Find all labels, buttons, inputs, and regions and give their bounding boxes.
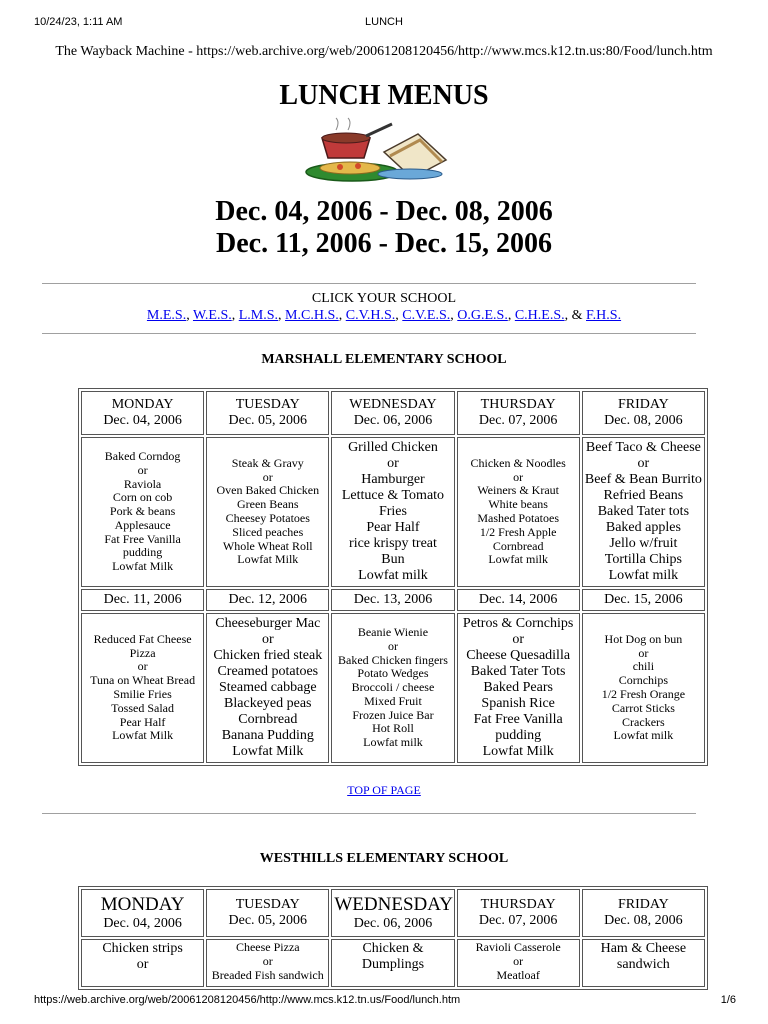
lunch-clipart-icon (300, 116, 450, 182)
menu-item: Cheeseburger Mac (215, 615, 321, 631)
link-separator: , (186, 308, 190, 323)
menu-item: Cornchips (618, 673, 669, 688)
menu-item: Meatloaf (496, 967, 540, 982)
link-separator: , (278, 308, 282, 323)
day-name: TUESDAY (235, 396, 300, 412)
menu-item: Applesauce (114, 517, 171, 532)
menu-item: Lowfat milk (363, 735, 423, 750)
menu-item: or (387, 638, 398, 653)
link-separator: , (564, 308, 569, 323)
link-and: & (571, 308, 583, 323)
menu-item: Cornbread (238, 712, 298, 728)
wayback-line: The Wayback Machine - https://web.archive.org/web/20061208120456/http://www.mcs.k12.tn.us:80/Food/lunch.htm (55, 44, 713, 59)
day-cell (206, 889, 329, 937)
menu-item: Cornbread (492, 538, 544, 553)
menu-item: or (637, 455, 650, 471)
menu-item: Lowfat Milk (112, 728, 174, 743)
menu-item: Baked Pears (483, 679, 553, 695)
menu-item: Breaded Fish sandwich (211, 967, 324, 982)
link-mes[interactable]: M.E.S. (146, 308, 187, 323)
menu-item: Petros & Cornchips (462, 615, 574, 631)
menu-item: Lowfat Milk (237, 552, 299, 567)
link-ches[interactable]: C.H.E.S. (514, 308, 565, 323)
day-cell (582, 391, 705, 435)
day-header-row (81, 889, 705, 937)
day-cell (81, 391, 204, 435)
link-separator: , (507, 308, 512, 323)
day-cell (457, 889, 580, 937)
day-cell (582, 889, 705, 937)
top-of-page (0, 783, 768, 798)
menu-item: White beans (488, 497, 548, 512)
menu-cell (582, 613, 705, 763)
menu-item: Corn on cob (112, 490, 173, 505)
menu-item: Smilie Fries (113, 687, 172, 701)
menu-row-week1 (81, 437, 705, 587)
menu-item: Dumplings (361, 957, 425, 973)
day-name: MONDAY (100, 894, 185, 916)
menu-item: Hamburger (361, 471, 425, 487)
menu-item: Potato Wedges (357, 666, 429, 681)
menu-item: Pork & beans (109, 504, 176, 519)
menu-item: Chicken & (362, 941, 424, 956)
menu-item: Cheese Pizza (235, 940, 300, 954)
menu-item: Hot Roll (372, 721, 414, 736)
menu-cell (457, 437, 580, 587)
menu-item: Lettuce & Tomato (341, 487, 445, 503)
menu-item: Pear Half (366, 520, 420, 536)
link-lms[interactable]: L.M.S. (238, 308, 279, 323)
menu-item: Raviola (123, 476, 162, 491)
menu-item: Fat Free Vanilla (473, 712, 563, 728)
menu-cell (81, 437, 204, 587)
page-title: LUNCH MENUS (279, 80, 489, 111)
menu-item: Chicken & Noodles (470, 455, 566, 470)
day-name: MONDAY (111, 396, 174, 412)
menu-item: Baked Tater Tots (470, 663, 566, 679)
menu-cell (206, 613, 329, 763)
click-prompt: CLICK YOUR SCHOOL (311, 291, 457, 306)
day-name: FRIDAY (617, 396, 669, 412)
menu-item: rice krispy treat (349, 536, 437, 552)
menu-item: Mashed Potatoes (477, 511, 559, 525)
menu-item: or (513, 469, 524, 484)
menu-cell (331, 437, 454, 587)
menu-item: Green Beans (236, 497, 299, 512)
day-name: THURSDAY (480, 396, 556, 412)
menu-item: Steamed cabbage (219, 679, 317, 695)
school-selector (0, 290, 768, 324)
menu-row-week2 (81, 613, 705, 763)
menu-item: Lowfat milk (608, 568, 679, 584)
menu-item: chili (632, 659, 655, 674)
menu-item: or (261, 631, 274, 647)
day-cell (457, 391, 580, 435)
date-cell: Dec. 14, 2006 (457, 589, 580, 611)
menu-item: Sliced peaches (232, 524, 304, 539)
menu-item: Pizza (129, 645, 156, 660)
menu-item: Weiners & Kraut (477, 483, 559, 498)
day-header-row (81, 391, 705, 435)
menu-item: Cheesey Potatoes (225, 511, 310, 525)
date-ranges (0, 196, 768, 260)
day-name: THURSDAY (480, 896, 556, 912)
day-date: Dec. 07, 2006 (478, 913, 558, 928)
menu-item: Oven Baked Chicken (216, 483, 320, 498)
date-cell: Dec. 12, 2006 (206, 589, 329, 611)
link-mchs[interactable]: M.C.H.S. (285, 308, 339, 323)
day-date: Dec. 06, 2006 (353, 413, 433, 428)
date-cell: Dec. 15, 2006 (582, 589, 705, 611)
menu-item: Baked apples (605, 520, 681, 536)
print-page-title: LUNCH (365, 16, 403, 28)
menu-item: pudding (122, 545, 163, 560)
menu-item: Beef Taco & Cheese (585, 439, 701, 455)
day-date: Dec. 05, 2006 (228, 913, 308, 928)
date-row-week2 (81, 589, 705, 611)
menu-item: Hot Dog on bun (604, 631, 683, 646)
menu-item: Chicken fried steak (213, 647, 323, 663)
menu-cell (206, 437, 329, 587)
menu-item: Carrot Sticks (611, 700, 675, 715)
menu-item: Bun (381, 552, 405, 568)
marshall-heading: MARSHALL ELEMENTARY SCHOOL (261, 352, 507, 367)
menu-item: Lowfat milk (488, 552, 548, 567)
menu-cell (331, 939, 454, 987)
day-date: Dec. 08, 2006 (604, 913, 683, 928)
link-fhs[interactable]: F.H.S. (586, 308, 622, 323)
menu-item: Spanish Rice (481, 696, 555, 712)
menu-item: Steak & Gravy (231, 455, 304, 470)
link-cvhs[interactable]: C.V.H.S. (345, 308, 396, 323)
menu-item: Tuna on Wheat Bread (90, 673, 196, 688)
print-header (0, 10, 768, 28)
link-oges[interactable]: O.G.E.S. (457, 308, 508, 323)
day-name: WEDNESDAY (334, 894, 453, 916)
menu-item: Broccoli / cheese (351, 680, 435, 695)
menu-cell (582, 437, 705, 587)
menu-item: Blackeyed peas (224, 696, 312, 712)
date-range-1: Dec. 04, 2006 - Dec. 08, 2006 (215, 196, 553, 227)
print-datetime: 10/24/23, 1:11 AM (34, 16, 123, 28)
menu-item: or (512, 631, 524, 647)
marshall-menu-table (78, 388, 708, 766)
menu-item: Lowfat milk (613, 728, 674, 743)
link-separator: , (338, 308, 343, 323)
day-name: FRIDAY (617, 896, 669, 912)
menu-item: Lowfat milk (358, 568, 428, 584)
menu-cell (331, 613, 454, 763)
divider (42, 283, 696, 284)
menu-item: Ham & Cheese (600, 941, 687, 956)
day-cell (331, 391, 454, 435)
date-cell: Dec. 13, 2006 (331, 589, 454, 611)
print-page-number: 1/6 (720, 994, 736, 1006)
menu-item: Baked Corndog (104, 448, 181, 463)
day-cell (81, 889, 204, 937)
day-date: Dec. 08, 2006 (604, 413, 683, 428)
day-date: Dec. 05, 2006 (228, 413, 308, 428)
menu-item: Cheese Quesadilla (466, 647, 571, 663)
menu-cell (457, 613, 580, 763)
day-date: Dec. 04, 2006 (103, 413, 182, 428)
menu-item: pudding (495, 728, 542, 744)
menu-item: Tossed Salad (111, 700, 174, 715)
day-cell (206, 391, 329, 435)
menu-item: Tortilla Chips (604, 552, 682, 568)
menu-item: Baked Chicken fingers (337, 652, 448, 667)
menu-item: Baked Tater tots (597, 503, 690, 519)
school-links (0, 307, 768, 324)
menu-item: or (136, 957, 149, 973)
menu-item: Fries (378, 503, 407, 519)
menu-item: or (262, 469, 273, 484)
menu-item: 1/2 Fresh Apple (479, 524, 557, 539)
day-name: TUESDAY (235, 896, 300, 912)
menu-item: Grilled Chicken (348, 439, 438, 455)
menu-item: 1/2 Fresh Orange (601, 687, 686, 701)
menu-item: Ravioli Casserole (475, 940, 561, 954)
menu-item: or (137, 659, 148, 674)
day-date: Dec. 07, 2006 (478, 413, 558, 428)
menu-item: Frozen Juice Bar (352, 707, 434, 722)
menu-item: Lowfat Milk (232, 744, 304, 760)
menu-item: or (387, 455, 399, 471)
menu-cell (582, 939, 705, 987)
menu-item: Chicken strips (102, 941, 183, 956)
day-date: Dec. 06, 2006 (353, 915, 433, 931)
day-name: WEDNESDAY (349, 396, 437, 412)
menu-item: Crackers (622, 714, 665, 729)
print-footer-url: https://web.archive.org/web/20061208120456/http://www.mcs.k12.tn.us/Food/lunch.htm (34, 994, 461, 1006)
date-range-2: Dec. 11, 2006 - Dec. 15, 2006 (216, 228, 552, 259)
date-cell: Dec. 11, 2006 (81, 589, 204, 611)
menu-cell (81, 613, 204, 763)
link-separator: , (395, 308, 399, 323)
westhills-menu-table (78, 886, 708, 990)
menu-item: or (638, 645, 649, 660)
menu-item: Fat Free Vanilla (104, 531, 181, 546)
divider (42, 333, 696, 334)
top-of-page-link[interactable]: TOP OF PAGE (347, 783, 421, 797)
divider (42, 813, 696, 814)
day-date: Dec. 04, 2006 (103, 915, 182, 931)
menu-cell (457, 939, 580, 987)
menu-item: Refried Beans (603, 487, 684, 503)
menu-item: Creamed potatoes (217, 663, 319, 679)
menu-item: Whole Wheat Roll (222, 538, 313, 553)
menu-item: Reduced Fat Cheese (93, 631, 192, 646)
menu-item: or (513, 953, 524, 968)
menu-item: Beef & Bean Burrito (584, 471, 702, 487)
menu-item: or (262, 953, 273, 968)
menu-item: or (137, 462, 148, 477)
menu-item: Pear Half (119, 714, 166, 729)
menu-cell (206, 939, 329, 987)
link-separator: , (450, 308, 454, 323)
menu-item: Lowfat Milk (112, 559, 174, 574)
menu-item: sandwich (616, 957, 670, 973)
link-wes[interactable]: W.E.S. (192, 308, 232, 323)
menu-item: Beanie Wienie (357, 624, 429, 639)
westhills-heading: WESTHILLS ELEMENTARY SCHOOL (259, 851, 509, 866)
menu-item: Banana Pudding (221, 728, 314, 744)
menu-item: Mixed Fruit (364, 693, 422, 708)
menu-row-week1 (81, 939, 705, 987)
menu-item: Lowfat Milk (482, 744, 554, 760)
link-separator: , (231, 308, 236, 323)
link-cves[interactable]: C.V.E.S. (402, 308, 451, 323)
day-cell (331, 889, 454, 937)
menu-cell (81, 939, 204, 987)
menu-item: Jello w/fruit (609, 536, 678, 552)
